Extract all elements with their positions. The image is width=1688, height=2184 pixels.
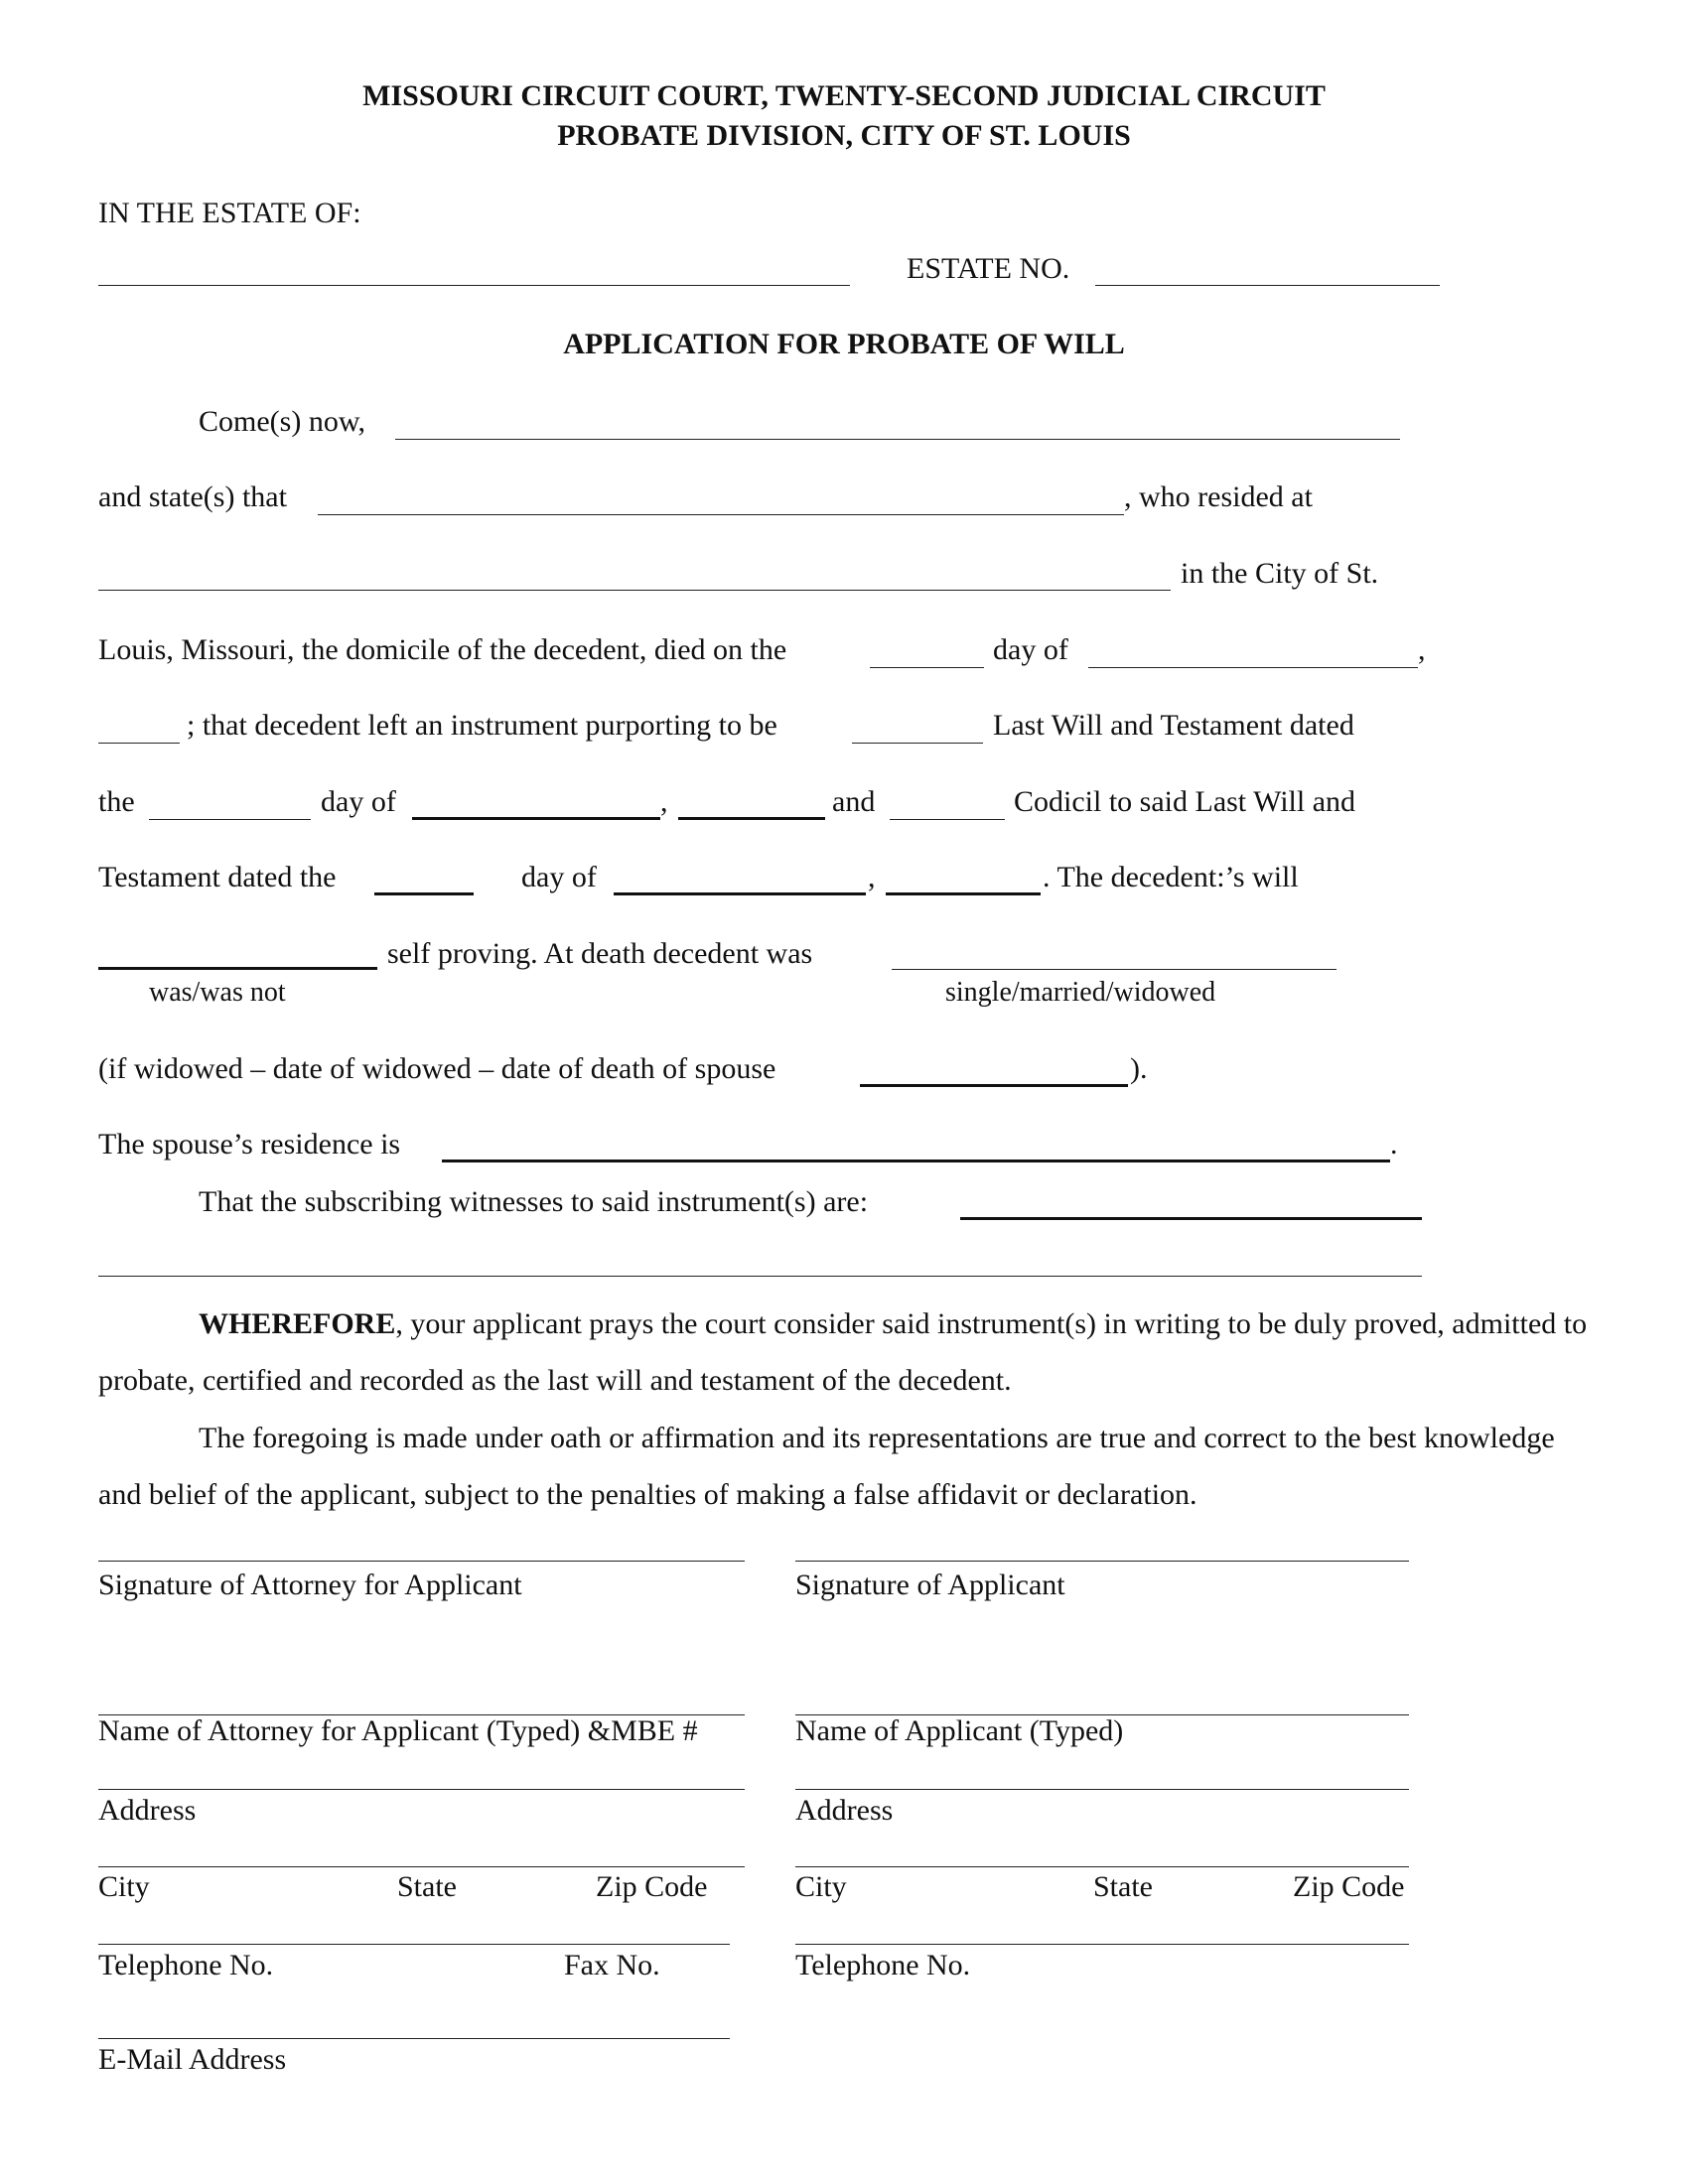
applicant-zip-label: Zip Code (1293, 1870, 1405, 1903)
division-heading: PROBATE DIVISION, CITY OF ST. LOUIS (557, 119, 1131, 152)
decedent-will-text: . The decedent:’s will (1043, 861, 1299, 893)
attorney-name-label: Name of Attorney for Applicant (Typed) &MBE # (98, 1714, 698, 1747)
attorney-signature-label: Signature of Attorney for Applicant (98, 1569, 522, 1601)
attorney-zip-label: Zip Code (596, 1870, 708, 1903)
applicant-address-label: Address (795, 1794, 894, 1827)
applicant-name-line[interactable] (395, 439, 1400, 440)
attorney-state-label: State (397, 1870, 457, 1903)
who-resided-text: , who resided at (1124, 480, 1313, 513)
in-city-text: in the City of St. (1181, 557, 1379, 590)
attorney-fax-label: Fax No. (564, 1949, 660, 1981)
witnesses-text: That the subscribing witnesses to said instrument(s) are: (199, 1185, 869, 1218)
day-of-text-2: day of (321, 785, 396, 818)
applicant-city-label: City (795, 1870, 847, 1903)
decedent-name-line[interactable] (318, 514, 1124, 515)
the-text: the (98, 785, 135, 818)
applicant-signature-label: Signature of Applicant (795, 1569, 1065, 1601)
death-month-line[interactable] (1088, 667, 1418, 668)
comma: , (1418, 633, 1426, 666)
testament-dated-text: Testament dated the (98, 861, 337, 893)
instrument-type-line[interactable] (852, 743, 983, 744)
wherefore-paragraph (98, 1296, 1588, 1409)
period: . (1390, 1128, 1398, 1160)
witnesses-line-2[interactable] (98, 1276, 1422, 1277)
attorney-signature-line[interactable] (98, 1561, 745, 1562)
codicil-count-line[interactable] (890, 819, 1005, 820)
state-that-text: and state(s) that (98, 480, 287, 513)
day-of-text-3: day of (521, 861, 597, 893)
estate-name-line[interactable] (98, 285, 850, 286)
applicant-phone-line[interactable] (795, 1944, 1409, 1945)
self-proving-line[interactable] (98, 967, 377, 970)
oath-paragraph: The foregoing is made under oath or affirmation and its representations are true and correct to the best knowledge and belief of the applicant, subject to the penalties of making a false affidavit or declaration. (98, 1422, 1555, 1511)
attorney-email-line[interactable] (98, 2038, 730, 2039)
comma-2: , (660, 785, 668, 818)
close-paren: ). (1130, 1052, 1148, 1085)
applicant-address-line[interactable] (795, 1789, 1409, 1790)
will-year-line[interactable] (678, 817, 825, 820)
last-will-dated-text: Last Will and Testament dated (993, 709, 1354, 742)
codicil-year-line[interactable] (886, 892, 1041, 895)
instrument-text: ; that decedent left an instrument purporting to be (187, 709, 777, 742)
marital-options-hint: single/married/widowed (945, 977, 1216, 1008)
codicil-day-line[interactable] (374, 892, 474, 895)
witnesses-line-1[interactable] (960, 1217, 1422, 1220)
codicil-text: Codicil to said Last Will and (1014, 785, 1356, 818)
attorney-city-line[interactable] (98, 1866, 745, 1867)
wherefore-text: , your applicant prays the court consider said instrument(s) in writing to be duly proved, admitted to probate, certified and recorded as the last will and testament of the decedent. (98, 1307, 1588, 1397)
will-day-line[interactable] (149, 819, 311, 820)
attorney-email-label: E-Mail Address (98, 2043, 287, 2076)
applicant-signature-line[interactable] (795, 1561, 1409, 1562)
attorney-phone-label: Telephone No. (98, 1949, 274, 1981)
self-proving-text: self proving. At death decedent was (387, 937, 813, 970)
applicant-name-label: Name of Applicant (Typed) (795, 1714, 1124, 1747)
domicile-text: Louis, Missouri, the domicile of the decedent, died on the (98, 633, 787, 666)
applicant-state-label: State (1093, 1870, 1153, 1903)
form-title: APPLICATION FOR PROBATE OF WILL (563, 328, 1125, 360)
spouse-death-date-line[interactable] (860, 1084, 1128, 1087)
estate-no-line[interactable] (1095, 285, 1440, 286)
applicant-phone-label: Telephone No. (795, 1949, 971, 1981)
was-was-not-hint: was/was not (149, 977, 286, 1008)
if-widowed-text: (if widowed – date of widowed – date of death of spouse (98, 1052, 776, 1085)
and-text: and (832, 785, 876, 818)
residence-address-line[interactable] (98, 590, 1171, 591)
estate-no-label: ESTATE NO. (907, 252, 1070, 285)
will-month-line[interactable] (412, 817, 660, 820)
attorney-address-label: Address (98, 1794, 197, 1827)
spouse-residence-text: The spouse’s residence is (98, 1128, 401, 1160)
attorney-phone-line[interactable] (98, 1944, 730, 1945)
attorney-address-line[interactable] (98, 1789, 745, 1790)
comma-3: , (868, 861, 876, 893)
death-year-line[interactable] (98, 743, 180, 744)
wherefore-bold: WHEREFORE (199, 1307, 396, 1340)
attorney-city-label: City (98, 1870, 150, 1903)
spouse-residence-line[interactable] (442, 1160, 1390, 1162)
death-day-line[interactable] (870, 667, 984, 668)
estate-of-label: IN THE ESTATE OF: (98, 197, 361, 229)
applicant-city-line[interactable] (795, 1866, 1409, 1867)
marital-status-line[interactable] (892, 969, 1336, 970)
court-heading: MISSOURI CIRCUIT COURT, TWENTY-SECOND JUDICIAL CIRCUIT (362, 79, 1326, 112)
day-of-text: day of (993, 633, 1068, 666)
codicil-month-line[interactable] (614, 892, 866, 895)
come-now-text: Come(s) now, (199, 405, 366, 438)
